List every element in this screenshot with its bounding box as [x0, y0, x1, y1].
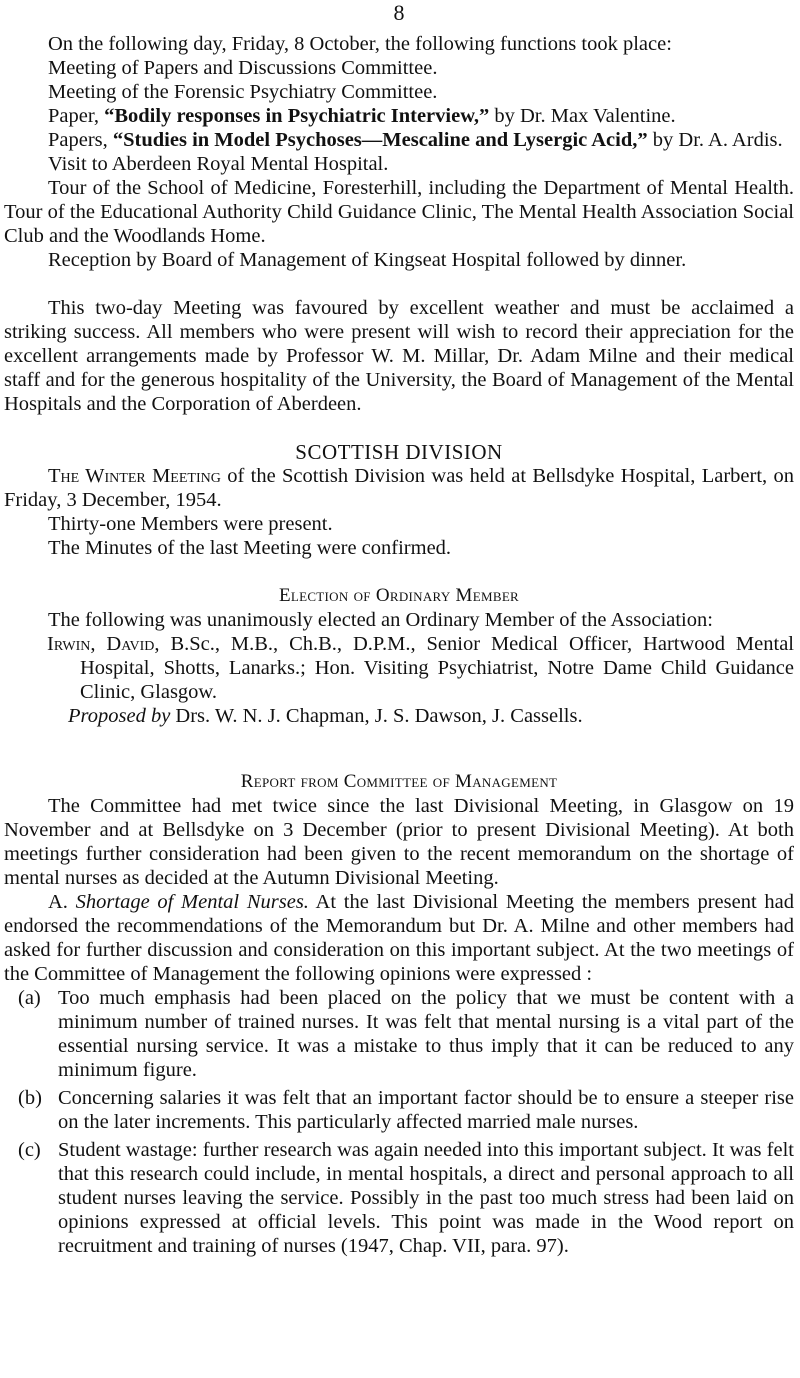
member-name: Irwin, David,	[47, 633, 160, 655]
report-heading: Report from Committee of Management	[240, 771, 558, 792]
forensic-meeting-line: Meeting of the Forensic Psychiatry Committee.	[48, 81, 438, 103]
section-a-label: A.	[48, 891, 68, 913]
elected-member-entry	[4, 632, 794, 704]
report-paragraph-2	[4, 890, 794, 986]
election-intro: The following was unanimously elected an Ordinary Member of the Association:	[48, 609, 713, 631]
list-item-text: Concerning salaries it was felt that an important factor should be to ensure a steeper rise on the later increments. This particularly affected married male nurses.	[58, 1087, 794, 1133]
section-a-title: Shortage of Mental Nurses.	[75, 891, 309, 913]
page-number: 8	[393, 0, 405, 25]
winter-meeting-paragraph	[4, 464, 794, 512]
minutes-line: The Minutes of the last Meeting were confirmed.	[48, 537, 452, 559]
members-present-line: Thirty-one Members were present.	[48, 513, 333, 535]
report-paragraph-1: The Committee had met twice since the last Divisional Meeting, in Glasgow on 19 November and at Bellsdyke on 3 December (prior to present Divisional Meeting). At both meetings further consideration had been given to the recent memorandum on the shortage of mental nurses as decided at the Autumn Divisional Meeting.	[4, 795, 794, 889]
scottish-division-heading: SCOTTISH DIVISION	[295, 440, 503, 464]
list-item	[4, 986, 794, 1082]
visit-line: Visit to Aberdeen Royal Mental Hospital.	[48, 153, 389, 175]
paper-line-2	[4, 128, 794, 152]
paper-line-1	[4, 104, 794, 128]
list-item	[4, 1086, 794, 1134]
paper1-title: “Bodily responses in Psychiatric Interview,”	[104, 105, 490, 127]
opinions-list	[4, 986, 794, 1258]
committee-meeting-line: Meeting of Papers and Discussions Committee.	[48, 57, 438, 79]
list-item-text: Too much emphasis had been placed on the policy that we must be content with a minimum number of trained nurses. It was felt that mental nursing is a vital part of the essential nursing service. It was a mistake to thus imply that it can be reduced to any minimum figure.	[58, 987, 794, 1081]
paper2-suffix: by Dr. A. Ardis.	[652, 129, 783, 151]
proposed-by-line	[4, 704, 794, 728]
paper1-prefix: Paper,	[48, 105, 99, 127]
list-item-marker: (a)	[18, 987, 41, 1009]
list-item-marker: (c)	[18, 1139, 41, 1161]
member-details: B.Sc., M.B., Ch.B., D.P.M., Senior Medical Officer, Hartwood Mental Hospital, Shotts, Lanarks.; Hon. Visiting Psychiatrist, Notre Dame Child Guidance Clinic, Glasgow.	[80, 633, 794, 703]
list-item-marker: (b)	[18, 1087, 42, 1109]
summary-paragraph: This two-day Meeting was favoured by excellent weather and must be acclaimed a striking success. All members who were present will wish to record their appreciation for the excellent arrangements made by Professor W. M. Millar, Dr. Adam Milne and their medical staff and for the generous hospitality of the University, the Board of Management of the Mental Hospitals and the Corporation of Aberdeen.	[4, 297, 794, 415]
tour-paragraph: Tour of the School of Medicine, Foresterhill, including the Department of Mental Health. Tour of the Educational Authority Child Guidance Clinic, The Mental Health Association Social Club and the Woodlands Home.	[4, 177, 794, 247]
paper1-suffix: by Dr. Max Valentine.	[494, 105, 676, 127]
reception-line: Reception by Board of Management of Kingseat Hospital followed by dinner.	[48, 249, 687, 271]
proposed-by-names: Drs. W. N. J. Chapman, J. S. Dawson, J. Cassells.	[175, 705, 583, 727]
proposed-by-label: Proposed by	[68, 705, 171, 727]
list-item	[4, 1138, 794, 1258]
section-a-text: At the last Divisional Meeting the members present had endorsed the recommendations of the Memorandum but Dr. A. Milne and other members had asked for further discussion and consideration on this important subject. At the two meetings of the Committee of Management the following opinions were expressed :	[4, 891, 794, 985]
paper2-title: “Studies in Model Psychoses—Mescaline and Lysergic Acid,”	[112, 129, 648, 151]
winter-meeting-caps: The Winter Meeting	[48, 465, 221, 487]
intro-line: On the following day, Friday, 8 October, the following functions took place:	[48, 33, 672, 55]
list-item-text: Student wastage: further research was again needed into this important subject. It was felt that this research could include, in mental hospitals, a direct and personal approach to all student nurses leaving the service. Possibly in the past too much stress had been laid on opinions expressed at official levels. This point was made in the Wood report on recruitment and training of nurses (1947, Chap. VII, para. 97).	[58, 1139, 794, 1257]
paper2-prefix: Papers,	[48, 129, 108, 151]
winter-meeting-text: of the Scottish Division was held at Bellsdyke Hospital, Larbert, on Friday, 3 December, 1954.	[4, 465, 794, 511]
election-heading: Election of Ordinary Member	[278, 585, 520, 606]
